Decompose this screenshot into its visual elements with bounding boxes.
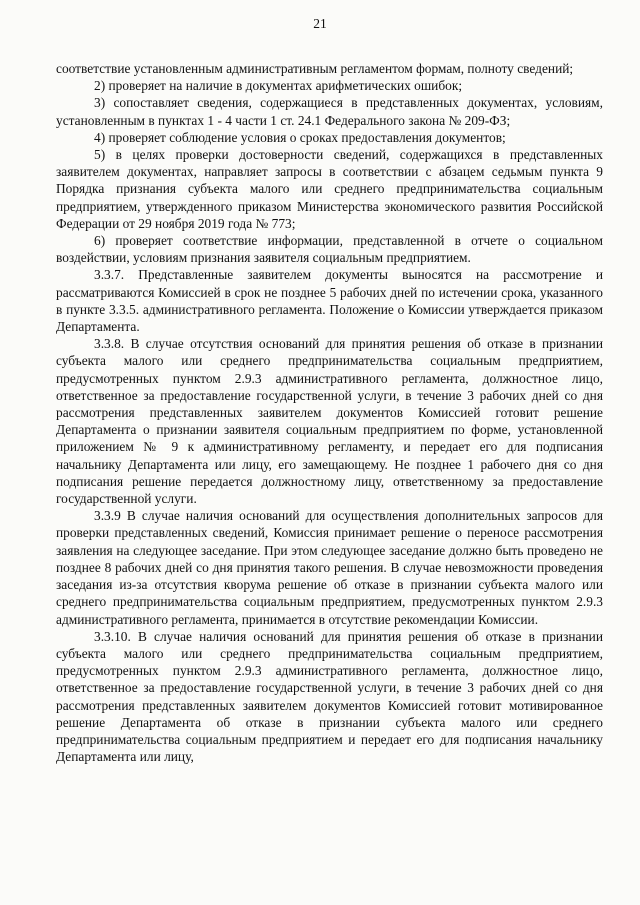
paragraph-item-2: 2) проверяет на наличие в документах арифметических ошибок; <box>94 78 463 94</box>
paragraph-item-4: 4) проверяет соблюдение условия о сроках предоставления документов; <box>94 129 506 145</box>
paragraph-item-6: 6) проверяет соответствие информации, представленной в отчете о социальном воздействии, условиям признания заявителя социальным предприятием. <box>56 233 603 266</box>
paragraph-3-3-10: 3.3.10. В случае наличия оснований для принятия решения об отказе в признании субъекта малого или среднего предпринимательства социальным предприятием, предусмотренных пунктом 2.9.3 административного регламента, должностное лицо, ответственное за предоставление государственной услуги, в течение 3 рабочих дней со дня рассмотрения представленных заявителем документов Комиссией готовит мотивированное решение Департамента об отказе в признании субъекта малого или среднего предпринимательства социальным предприятием и передает его для подписания начальнику Департамента или лицу, <box>56 628 603 765</box>
paragraph-3-3-7: 3.3.7. Представленные заявителем документы выносятся на рассмотрение и рассматриваются Комиссией в срок не позднее 5 рабочих дней по истечении срока, указанного в пункте 3.3.5. административного регламента. Положение о Комиссии утверждается приказом Департамента. <box>56 267 603 335</box>
paragraph-continuation: соответствие установленным административным регламентом формам, полноту сведений; <box>56 61 574 76</box>
paragraph-3-3-9: 3.3.9 В случае наличия оснований для осуществления дополнительных запросов для проверки представленных сведений, Комиссия принимает решение о переносе рассмотрения заявления на следующее заседание. При этом следующее заседание должно быть проведено не позднее 8 рабочих дней со дня принятия такого решения. В случае невозможности проведения заседания из-за отсутствия кворума решение об отказе в признании субъекта малого или среднего предпринимательства социальным предприятием, предусмотренных пунктом 2.9.3 административного регламента, принимается в отсутствие рекомендации Комиссии. <box>56 508 603 627</box>
paragraph-3-3-8: 3.3.8. В случае отсутствия оснований для принятия решения об отказе в признании субъекта малого или среднего предпринимательства социальным предприятием, предусмотренных пунктом 2.9.3 административного регламента, должностное лицо, ответственное за предоставление государственной услуги, в течение 3 рабочих дней со дня рассмотрения представленных заявителем документов Комиссией готовит решение Департамента о признании заявителя социальным предприятием по форме, установленной приложением № 9 к административному регламенту, и передает его для подписания начальнику Департамента или лицу, его замещающему. Не позднее 1 рабочего дня со дня подписания решение передается должностному лицу, ответственному за предоставление государственной услуги. <box>56 336 603 507</box>
paragraph-item-3: 3) сопоставляет сведения, содержащиеся в представленных документах, условиям, установленным в пунктах 1 - 4 части 1 ст. 24.1 Федерального закона № 209-ФЗ; <box>56 95 603 128</box>
document-body <box>56 60 603 765</box>
page-number: 21 <box>313 16 327 31</box>
paragraph-item-5: 5) в целях проверки достоверности сведений, содержащихся в представленных заявителем документах, направляет запросы в соответствии с абзацем седьмым пункта 9 Порядка признания субъекта малого или среднего предпринимательства социальным предприятием, утвержденного приказом Министерства экономического развития Российской Федерации от 29 ноября 2019 года № 773; <box>56 147 603 231</box>
